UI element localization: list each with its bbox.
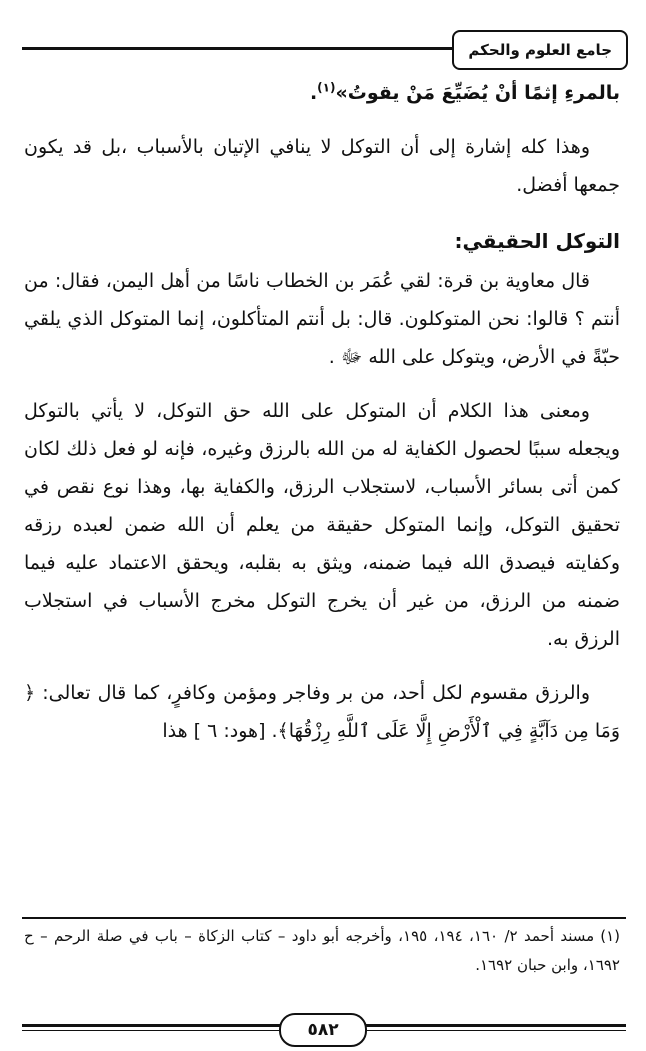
opening-end: .	[309, 82, 318, 104]
page-number: ٥٨٢	[279, 1013, 367, 1047]
paragraph-4: والرزق مقسوم لكل أحد، من بر وفاجر ومؤمن وكافرٍ، كما قال تعالى: ﴿ وَمَا مِن دَآبَّةٍ فِي ٱلْأَرْضِ إِلَّا عَلَى ٱللَّهِ رِزْقُهَا﴾. [هود: ٦ ] هذا	[24, 682, 620, 742]
footnote-number: (١)	[600, 927, 621, 945]
footnote-text: مسند أحمد ٢/ ١٦٠، ١٩٤، ١٩٥، وأخرجه أبو داود – كتاب الزكاة – باب في صلة الرحم – ح ١٦٩٢، وابن حبان ١٦٩٢.	[24, 927, 620, 974]
opening-line	[24, 74, 620, 112]
paragraph-2: قال معاوية بن قرة: لقي عُمَر بن الخطاب ناسًا من أهل اليمن، فقال: من أنتم ؟ قالوا: نحن المتوكلون. قال: بل أنتم المتأكلون، إنما المتوكل الذي يلقي حبّةً في الأرض، ويتوكل على الله ﷻ .	[24, 270, 620, 368]
main-text	[24, 74, 620, 750]
paragraph-3: ومعنى هذا الكلام أن المتوكل على الله حق التوكل، لا يأتي بالتوكل ويجعله سببًا لحصول الكفاية له من الله بالرزق وغيره، فإنه لو فعل ذلك لكان كمن أتى بسائر الأسباب، لاستجلاب الرزق، والكفاية بها، وهذا نوع نقص في تحقيق التوكل، وإنما المتوكل حقيقة من يعلم أن الله ضمن لعبده رزقه وكفايته فيصدق الله فيما ضمنه، ويثق به بقلبه، ويحقق الاعتماد عليه فيما ضمنه من الرزق، من غير أن يخرج التوكل مخرج الأسباب في استجلاب الرزق به.	[24, 400, 620, 650]
opening-quote: بالمرءِ إثمًا أنْ يُضَيِّعَ مَنْ يقوتُ»	[335, 82, 620, 104]
footnote-rule	[22, 917, 626, 919]
section-heading: التوكل الحقيقي:	[454, 229, 620, 253]
footnote	[24, 922, 620, 980]
page-header	[22, 30, 628, 70]
running-title: جامع العلوم والحكم	[452, 30, 628, 70]
footnote-marker: (١)	[317, 80, 336, 95]
paragraph-1: وهذا كله إشارة إلى أن التوكل لا ينافي الإتيان بالأسباب ،بل قد يكون جمعها أفضل.	[24, 136, 620, 196]
